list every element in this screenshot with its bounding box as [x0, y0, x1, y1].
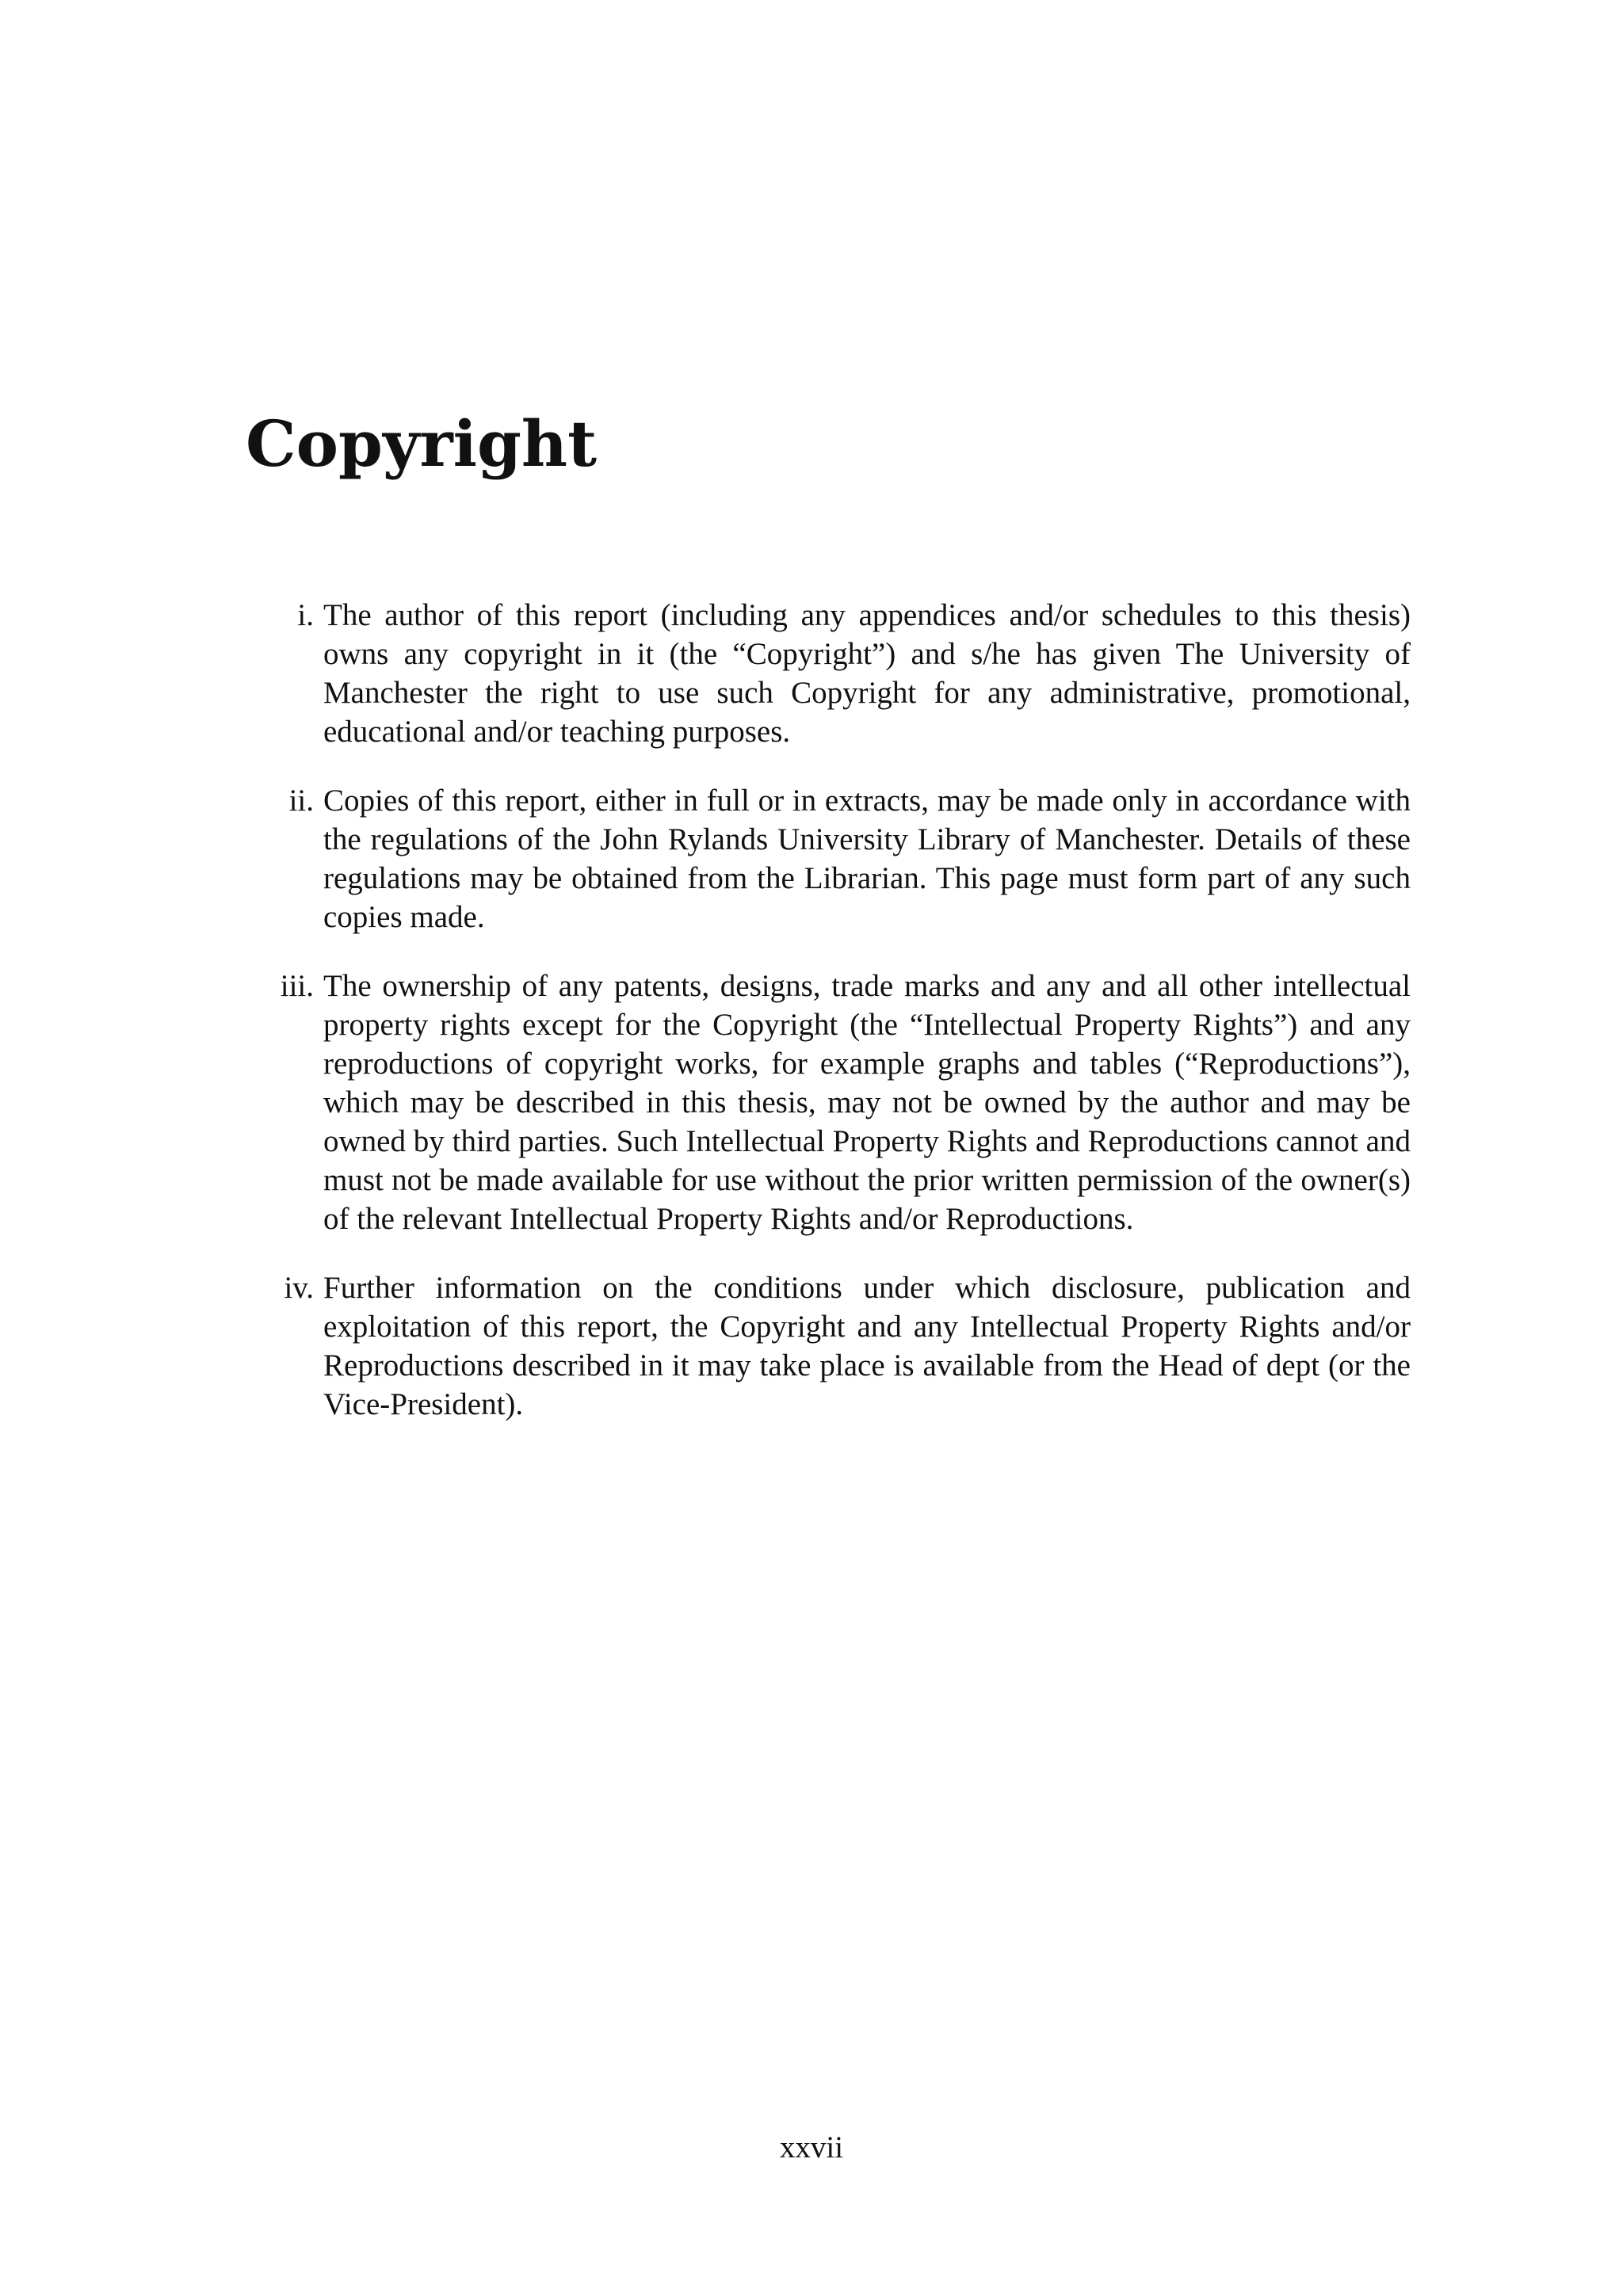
copyright-clause-1: [297, 596, 1411, 751]
copyright-clause-list: [280, 596, 1411, 1454]
clause-text: Copies of this report, either in full or in extracts, may be made only in accordance with the regulations of the John Rylands University Library of Manchester. Details of these regulations may be obtained from the Librarian. This page must form part of any such copies made.: [323, 784, 1411, 934]
chapter-title: Copyright: [246, 406, 598, 481]
clause-number: ii.: [288, 784, 314, 818]
clause-number: iv.: [284, 1271, 314, 1305]
clause-number: iii.: [280, 969, 314, 1003]
clause-text: The ownership of any patents, designs, trade marks and any and all other intellectual property rights except for the Copyright (the “Intellectual Property Rights”) and any reproductions of copyright works, for example graphs and tables (“Reproductions”), which may be described in this thesis, may not be owned by the author and may be owned by third parties. Such Intellectual Property Rights and Reproductions cannot and must not be made available for use without the prior written permission of the owner(s) of the relevant Intellectual Property Rights and/or Reproductions.: [323, 969, 1411, 1236]
clause-text: Further information on the conditions under which disclosure, publication and exploitation of this report, the Copyright and any Intellectual Property Rights and/or Reproductions described in it may take place is available from the Head of dept (or the Vice-President).: [323, 1271, 1411, 1421]
copyright-clause-2: [288, 781, 1411, 936]
clause-number: i.: [297, 598, 314, 632]
page-number: xxvii: [779, 2130, 844, 2164]
copyright-clause-3: [280, 967, 1411, 1238]
clause-text: The author of this report (including any appendices and/or schedules to this thesis) owns any copyright in it (the “Copyright”) and s/he has given The University of Manchester the right to use such Copyright for any administrative, promotional, educational and/or teaching purposes.: [323, 598, 1411, 749]
copyright-clause-4: [284, 1268, 1411, 1424]
